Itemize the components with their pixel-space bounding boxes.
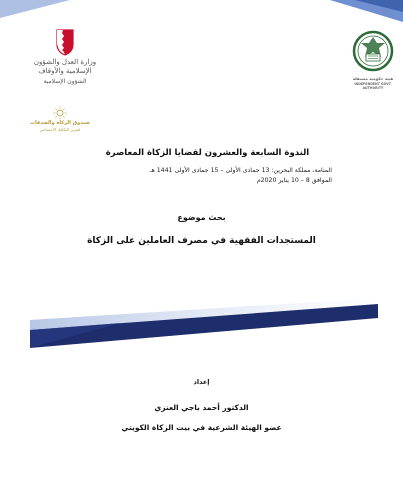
zakat-fund-logo xyxy=(30,106,90,132)
decorative-banner xyxy=(0,292,403,350)
document-title: الندوة السابعة والعشرون لقضايا الزكاة المعاصرة xyxy=(105,148,310,158)
research-heading: بحث موضوع xyxy=(177,213,226,222)
bahrain-emblem-icon xyxy=(55,28,75,56)
fund-name: صندوق الزكاة والصدقات xyxy=(30,120,90,126)
logo-caption: هيئة حكومية مستقلة xyxy=(352,76,394,81)
zakat-house-logo xyxy=(352,30,394,90)
fund-sun-icon xyxy=(53,106,67,120)
author-name: الدكتور أحمد باجي العنزي xyxy=(154,403,249,412)
venue-line: المنامة، مملكة البحرين: 13 جمادى الأولى – 15 جمادى الأولى 1441 هـ xyxy=(149,167,332,174)
ministry-name: وزارة العدل والشؤون الإسلامية والأوقاف xyxy=(33,58,97,75)
header-corner-band xyxy=(0,0,403,30)
logo-subcaption: INDEPENDENT GOVT. AUTHORITY xyxy=(354,81,392,90)
author-role: عضو الهيئة الشرعية في بيت الزكاة الكويتي xyxy=(121,423,282,432)
date-line: الموافق 8 – 10 يناير 2020م xyxy=(256,176,332,184)
fund-subname: لتعزيز التكافل الاجتماعي xyxy=(39,126,81,132)
ministry-subname: الشؤون الإسلامية xyxy=(43,77,87,85)
ministry-logo xyxy=(30,28,100,132)
venue-block xyxy=(0,166,332,185)
research-topic: المستجدات الفقهية في مصرف العاملين على الزكاة xyxy=(87,236,316,246)
prepared-by-label: إعداد xyxy=(193,378,210,386)
zakat-seal-icon xyxy=(352,30,394,72)
